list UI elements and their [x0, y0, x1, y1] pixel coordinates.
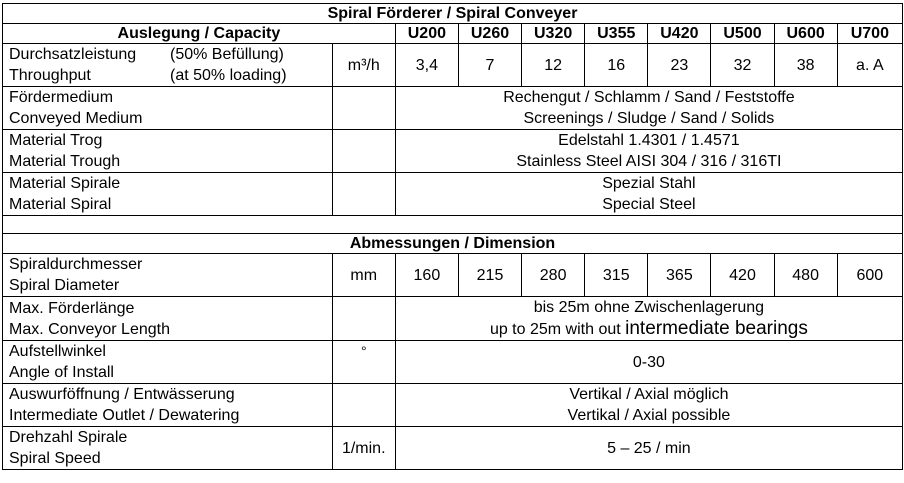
diameter-value: 160 — [395, 254, 458, 297]
trough-value-en: Stainless Steel AISI 304 / 316 / 316TI — [516, 153, 782, 170]
trough-value-de: Edelstahl 1.4301 / 1.4571 — [558, 132, 740, 149]
model-header: U700 — [837, 24, 902, 44]
spiral-material-label — [3, 173, 333, 216]
angle-row — [3, 341, 903, 384]
model-header: U320 — [522, 24, 585, 44]
trough-row — [3, 130, 903, 173]
speed-label-de: Drehzahl Spirale — [9, 429, 128, 446]
length-unit — [332, 297, 395, 341]
model-header: U600 — [774, 24, 837, 44]
model-header: U355 — [585, 24, 648, 44]
length-value-en-b: intermediate bearings — [625, 318, 808, 339]
spiral-material-unit — [332, 173, 395, 216]
spiral-material-value-de: Spezial Stahl — [602, 175, 696, 192]
medium-value-en: Screenings / Sludge / Sand / Solids — [523, 110, 775, 127]
spiral-material-value — [395, 173, 902, 216]
trough-value — [395, 130, 902, 173]
diameter-value: 420 — [711, 254, 774, 297]
outlet-label-de: Auswurföffnung / Entwässerung — [9, 386, 235, 403]
length-value-en-a: up to 25m with out — [489, 321, 621, 338]
diameter-value: 215 — [458, 254, 521, 297]
length-value-de: bis 25m ohne Zwischenlagerung — [533, 299, 765, 316]
diameter-label — [3, 254, 333, 297]
trough-label-en: Material Trough — [9, 153, 121, 170]
diameter-value: 600 — [837, 254, 902, 297]
length-label-en: Max. Conveyor Length — [9, 320, 170, 338]
throughput-value: 38 — [774, 44, 837, 87]
trough-label-de: Material Trog — [9, 132, 103, 149]
throughput-label-en: Throughput — [9, 67, 91, 84]
speed-row — [3, 427, 903, 470]
outlet-value-en: Vertikal / Axial possible — [567, 407, 731, 424]
medium-label — [3, 87, 333, 130]
length-value — [395, 297, 902, 341]
diameter-value: 315 — [585, 254, 648, 297]
angle-label-de: Aufstellwinkel — [9, 343, 106, 360]
model-header: U420 — [648, 24, 711, 44]
spiral-material-label-en: Material Spiral — [9, 196, 112, 213]
throughput-value: 16 — [585, 44, 648, 87]
outlet-value — [395, 384, 902, 427]
diameter-value: 365 — [648, 254, 711, 297]
angle-value: 0-30 — [395, 341, 902, 384]
title-row — [3, 4, 903, 24]
speed-label — [3, 427, 333, 470]
medium-label-en: Conveyed Medium — [9, 110, 143, 127]
model-header: U260 — [458, 24, 521, 44]
throughput-unit: m³/h — [332, 44, 395, 87]
outlet-label — [3, 384, 333, 427]
throughput-label-de: Durchsatzleistung — [9, 46, 137, 63]
outlet-label-en: Intermediate Outlet / Dewatering — [9, 407, 240, 424]
length-label — [3, 297, 333, 341]
dimension-header: Abmessungen / Dimension — [3, 234, 903, 254]
throughput-note-en: (at 50% loading) — [170, 67, 287, 84]
throughput-value: 32 — [711, 44, 774, 87]
diameter-value: 280 — [522, 254, 585, 297]
length-label-de: Max. Förderlänge — [9, 299, 135, 317]
outlet-row — [3, 384, 903, 427]
diameter-label-en: Spiral Diameter — [9, 277, 120, 294]
medium-label-de: Fördermedium — [9, 89, 114, 106]
angle-label-en: Angle of Install — [9, 364, 114, 381]
capacity-header-row — [3, 24, 903, 44]
spiral-material-value-en: Special Steel — [602, 196, 696, 213]
length-row — [3, 297, 903, 341]
spacer-cell — [3, 216, 903, 234]
throughput-value: a. A — [837, 44, 902, 87]
model-header: U200 — [395, 24, 458, 44]
medium-value-de: Rechengut / Schlamm / Sand / Feststoffe — [503, 89, 795, 106]
spacer-row — [3, 216, 903, 234]
speed-unit: 1/min. — [332, 427, 395, 470]
medium-unit — [332, 87, 395, 130]
spiral-material-row — [3, 173, 903, 216]
throughput-row — [3, 44, 903, 87]
spiral-material-label-de: Material Spirale — [9, 175, 121, 192]
spec-table — [2, 3, 903, 470]
dimension-header-row — [3, 234, 903, 254]
table-title: Spiral Förderer / Spiral Conveyer — [3, 4, 903, 24]
medium-row — [3, 87, 903, 130]
angle-unit: ° — [332, 341, 395, 384]
diameter-label-de: Spiraldurchmesser — [9, 256, 143, 273]
outlet-value-de: Vertikal / Axial möglich — [569, 386, 729, 403]
trough-label — [3, 130, 333, 173]
angle-label — [3, 341, 333, 384]
speed-value: 5 – 25 / min — [395, 427, 902, 470]
model-header: U500 — [711, 24, 774, 44]
throughput-label — [3, 44, 333, 87]
diameter-row — [3, 254, 903, 297]
outlet-unit — [332, 384, 395, 427]
throughput-note-de: (50% Befüllung) — [170, 46, 284, 63]
medium-value — [395, 87, 902, 130]
speed-label-en: Spiral Speed — [9, 450, 101, 467]
throughput-value: 12 — [522, 44, 585, 87]
capacity-header: Auslegung / Capacity — [3, 24, 396, 44]
diameter-unit: mm — [332, 254, 395, 297]
diameter-value: 480 — [774, 254, 837, 297]
throughput-value: 3,4 — [395, 44, 458, 87]
throughput-value: 7 — [458, 44, 521, 87]
trough-unit — [332, 130, 395, 173]
throughput-value: 23 — [648, 44, 711, 87]
